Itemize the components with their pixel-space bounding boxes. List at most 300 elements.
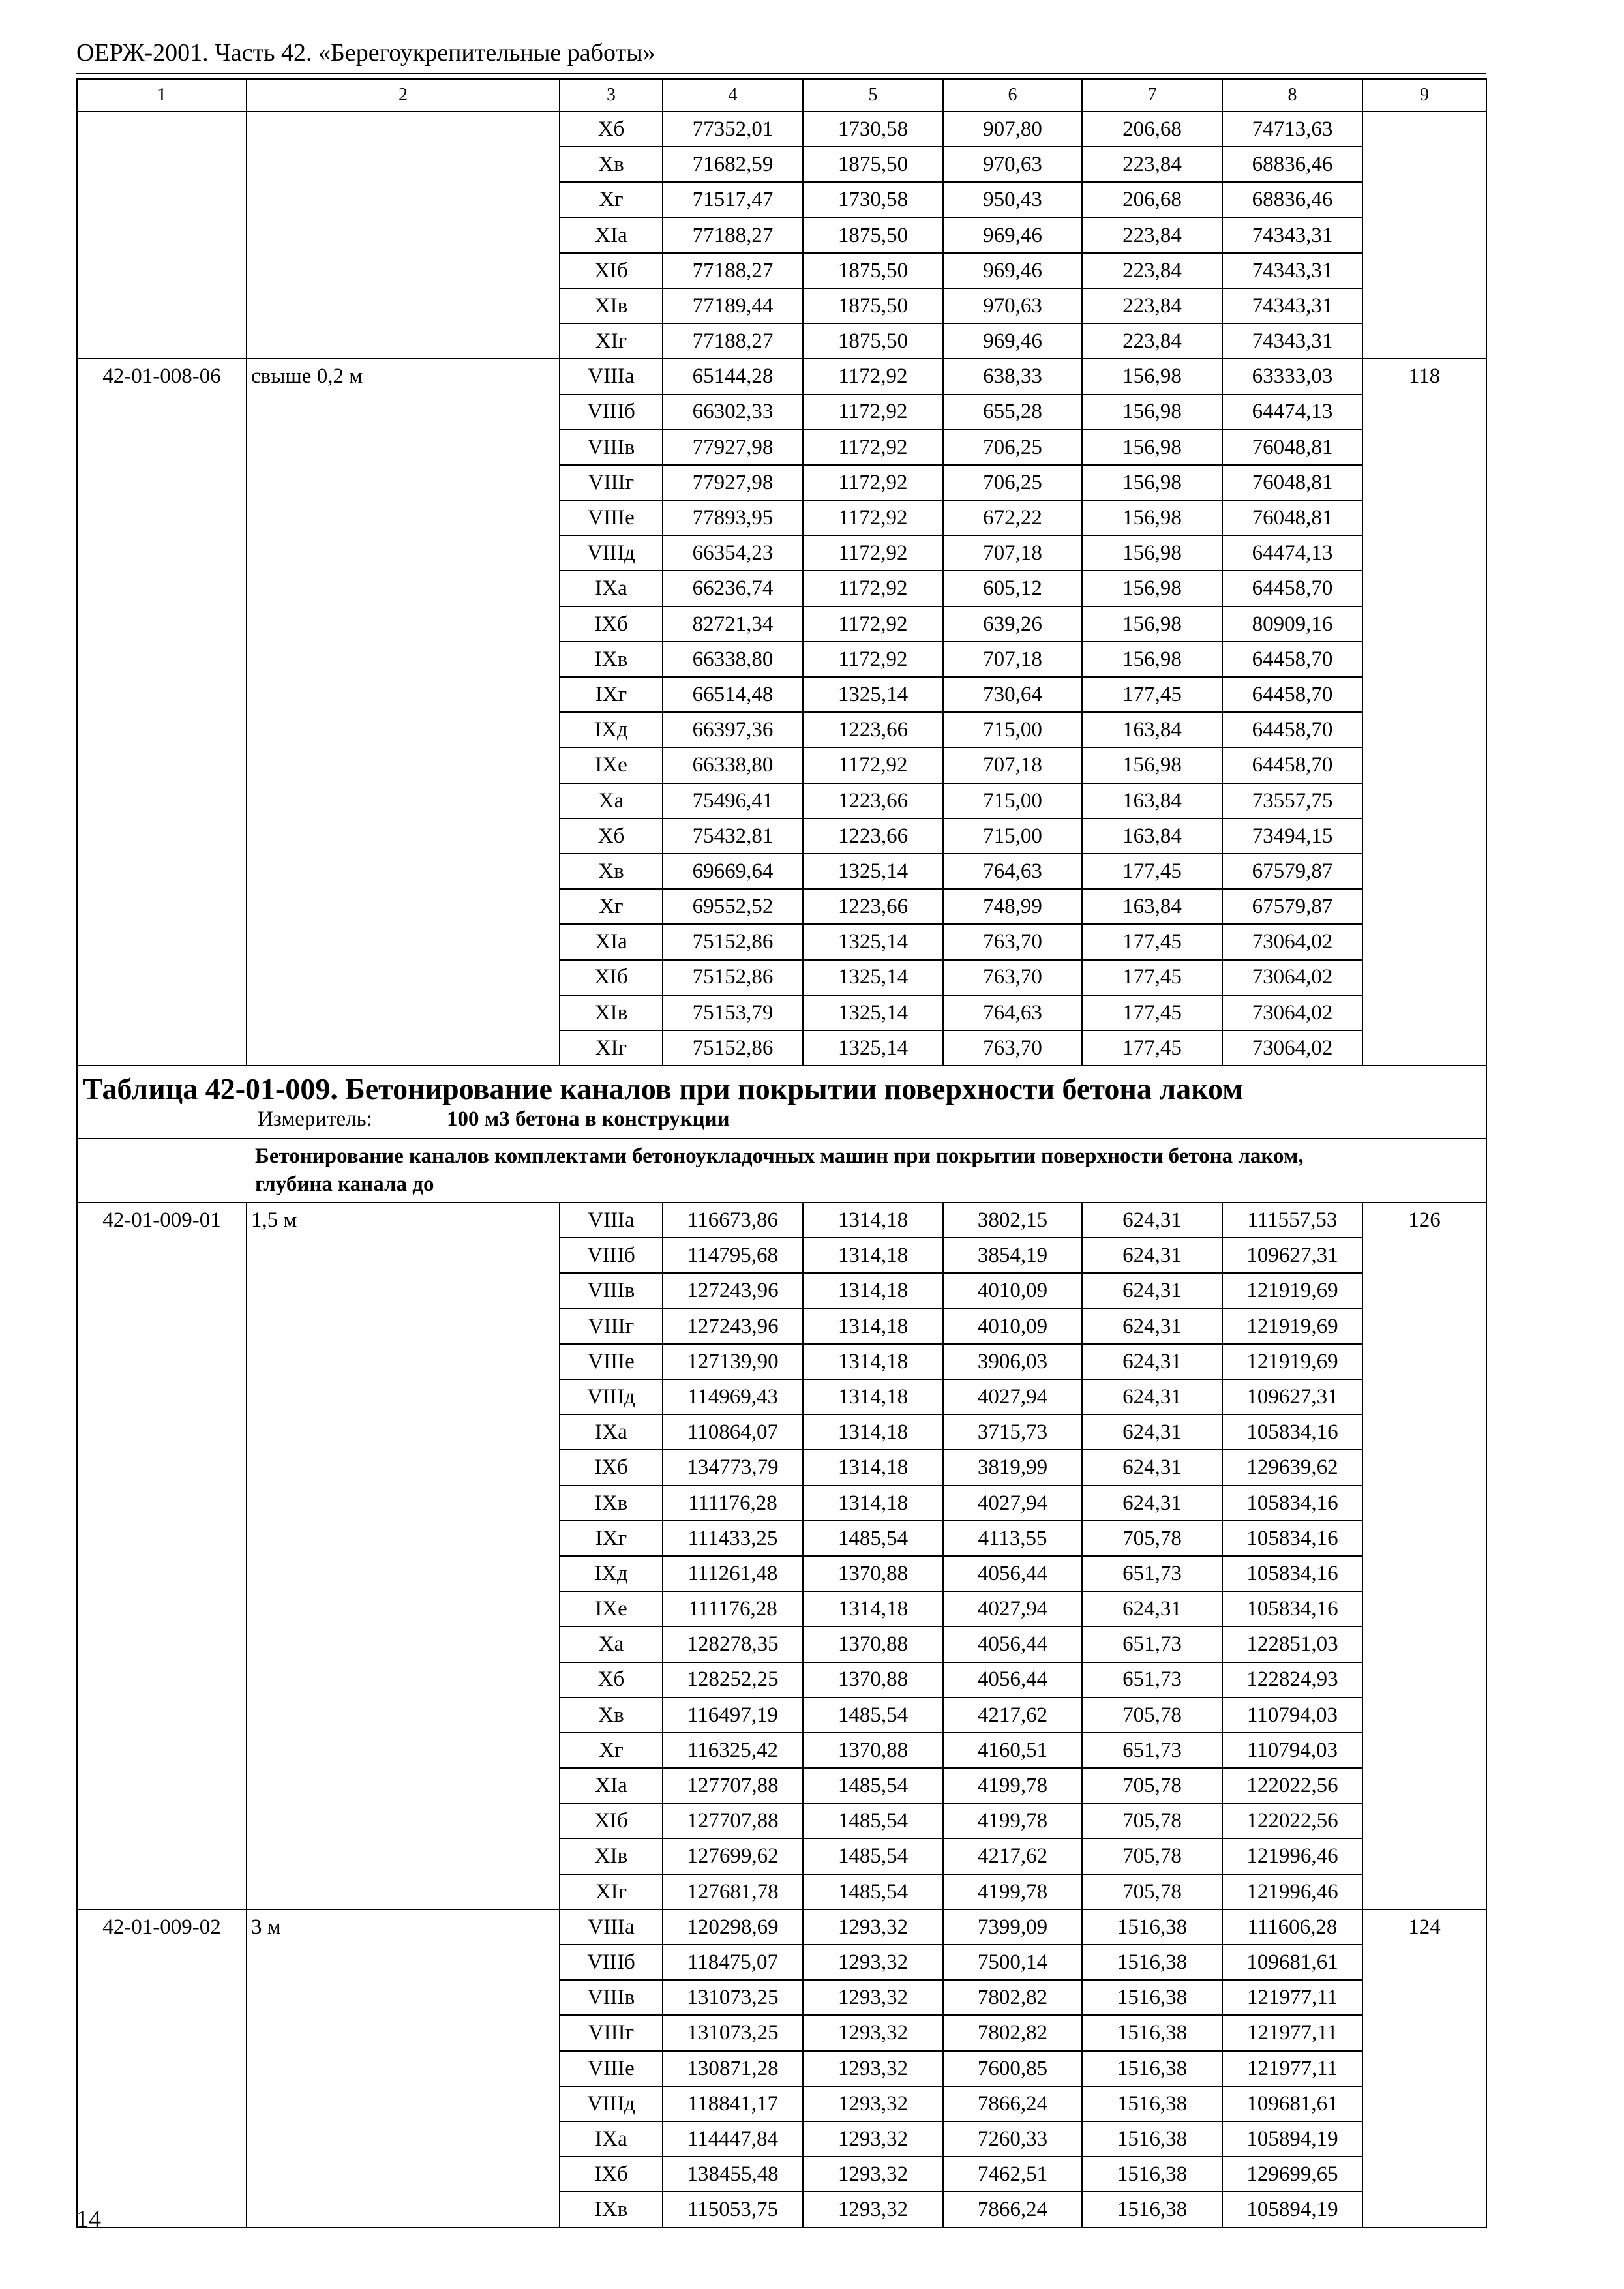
column-number: 3 — [560, 79, 663, 112]
header-rule — [76, 73, 1486, 74]
wages-cell: 1875,50 — [803, 218, 943, 253]
operator-wages-cell: 705,78 — [1082, 1698, 1222, 1733]
total-cost-cell: 127243,96 — [663, 1309, 803, 1344]
machines-cell: 707,18 — [943, 535, 1082, 571]
grade-cell: Хв — [560, 1698, 663, 1733]
grade-cell: IXе — [560, 1591, 663, 1626]
grade-cell: XIа — [560, 924, 663, 959]
column-number: 6 — [943, 79, 1082, 112]
operator-wages-cell: 156,98 — [1082, 535, 1222, 571]
total-cost-cell: 77927,98 — [663, 465, 803, 500]
total-cost-cell: 134773,79 — [663, 1450, 803, 1485]
materials-cell: 109627,31 — [1222, 1238, 1362, 1273]
machines-cell: 970,63 — [943, 147, 1082, 182]
machines-cell: 969,46 — [943, 323, 1082, 359]
machines-cell: 4199,78 — [943, 1803, 1082, 1838]
total-cost-cell: 77188,27 — [663, 218, 803, 253]
operator-wages-cell: 223,84 — [1082, 147, 1222, 182]
total-cost-cell: 131073,25 — [663, 1980, 803, 2015]
wages-cell: 1293,32 — [803, 1945, 943, 1980]
machines-cell: 7500,14 — [943, 1945, 1082, 1980]
table-row — [77, 359, 1486, 394]
machines-cell: 715,00 — [943, 818, 1082, 854]
materials-cell: 111606,28 — [1222, 1909, 1362, 1945]
materials-cell: 64458,70 — [1222, 712, 1362, 747]
column-number: 7 — [1082, 79, 1222, 112]
wages-cell: 1314,18 — [803, 1203, 943, 1238]
grade-cell: IXе — [560, 747, 663, 783]
grade-cell: Ха — [560, 1626, 663, 1662]
wages-cell: 1875,50 — [803, 323, 943, 359]
total-cost-cell: 71517,47 — [663, 182, 803, 217]
grade-cell: IXа — [560, 571, 663, 606]
operator-wages-cell: 223,84 — [1082, 253, 1222, 288]
operator-wages-cell: 624,31 — [1082, 1486, 1222, 1521]
total-cost-cell: 75152,86 — [663, 960, 803, 995]
operator-wages-cell: 705,78 — [1082, 1874, 1222, 1909]
materials-cell: 64458,70 — [1222, 747, 1362, 783]
materials-cell: 122022,56 — [1222, 1768, 1362, 1803]
grade-cell: Хг — [560, 182, 663, 217]
materials-cell: 121919,69 — [1222, 1309, 1362, 1344]
machines-cell: 4217,62 — [943, 1698, 1082, 1733]
price-table — [76, 78, 1487, 2228]
operator-wages-cell: 624,31 — [1082, 1203, 1222, 1238]
materials-cell: 76048,81 — [1222, 500, 1362, 535]
wages-cell: 1370,88 — [803, 1556, 943, 1591]
wages-cell: 1485,54 — [803, 1698, 943, 1733]
machines-cell: 655,28 — [943, 395, 1082, 430]
grade-cell: Ха — [560, 783, 663, 818]
rate-name-empty — [247, 112, 560, 359]
grade-cell: VIIIд — [560, 1379, 663, 1414]
machines-cell: 4010,09 — [943, 1309, 1082, 1344]
grade-cell: XIг — [560, 323, 663, 359]
wages-cell: 1730,58 — [803, 112, 943, 147]
rate-name: 3 м — [247, 1909, 560, 2228]
materials-cell: 68836,46 — [1222, 147, 1362, 182]
wages-cell: 1293,32 — [803, 2086, 943, 2121]
materials-cell: 121977,11 — [1222, 1980, 1362, 2015]
operator-wages-cell: 1516,38 — [1082, 1909, 1222, 1945]
machines-cell: 764,63 — [943, 995, 1082, 1030]
total-cost-cell: 127139,90 — [663, 1344, 803, 1379]
machines-cell: 4056,44 — [943, 1626, 1082, 1662]
materials-cell: 76048,81 — [1222, 465, 1362, 500]
materials-cell: 110794,03 — [1222, 1698, 1362, 1733]
materials-cell: 109681,61 — [1222, 2086, 1362, 2121]
materials-cell: 74343,31 — [1222, 253, 1362, 288]
materials-cell: 74343,31 — [1222, 218, 1362, 253]
column-number: 5 — [803, 79, 943, 112]
total-cost-cell: 69552,52 — [663, 889, 803, 924]
materials-cell: 64458,70 — [1222, 677, 1362, 712]
grade-cell: IXг — [560, 1521, 663, 1556]
total-cost-cell: 66354,23 — [663, 535, 803, 571]
materials-cell: 74713,63 — [1222, 112, 1362, 147]
machines-cell: 764,63 — [943, 854, 1082, 889]
materials-cell: 68836,46 — [1222, 182, 1362, 217]
materials-cell: 105834,16 — [1222, 1591, 1362, 1626]
operator-wages-cell: 223,84 — [1082, 218, 1222, 253]
rate-code: 42-01-009-02 — [77, 1909, 247, 2228]
grade-cell: XIб — [560, 1803, 663, 1838]
wages-cell: 1314,18 — [803, 1450, 943, 1485]
materials-cell: 129699,65 — [1222, 2157, 1362, 2192]
operator-wages-cell: 223,84 — [1082, 288, 1222, 323]
wages-cell: 1314,18 — [803, 1344, 943, 1379]
machines-cell: 707,18 — [943, 642, 1082, 677]
rate-code-empty — [77, 112, 247, 359]
total-cost-cell: 66397,36 — [663, 712, 803, 747]
table-row — [77, 1203, 1486, 1238]
wages-cell: 1293,32 — [803, 2157, 943, 2192]
materials-cell: 73064,02 — [1222, 1030, 1362, 1066]
operator-wages-cell: 651,73 — [1082, 1733, 1222, 1768]
grade-cell: XIв — [560, 288, 663, 323]
total-cost-cell: 131073,25 — [663, 2015, 803, 2050]
grade-cell: VIIIд — [560, 2086, 663, 2121]
machines-cell: 7462,51 — [943, 2157, 1082, 2192]
materials-cell: 73557,75 — [1222, 783, 1362, 818]
machines-cell: 3802,15 — [943, 1203, 1082, 1238]
operator-wages-cell: 206,68 — [1082, 182, 1222, 217]
operator-wages-cell: 1516,38 — [1082, 1980, 1222, 2015]
reference-empty — [1362, 112, 1486, 359]
total-cost-cell: 77893,95 — [663, 500, 803, 535]
machines-cell: 970,63 — [943, 288, 1082, 323]
materials-cell: 122851,03 — [1222, 1626, 1362, 1662]
machines-cell: 4056,44 — [943, 1662, 1082, 1698]
wages-cell: 1875,50 — [803, 147, 943, 182]
total-cost-cell: 77188,27 — [663, 253, 803, 288]
total-cost-cell: 77189,44 — [663, 288, 803, 323]
machines-cell: 763,70 — [943, 960, 1082, 995]
wages-cell: 1875,50 — [803, 253, 943, 288]
wages-cell: 1485,54 — [803, 1874, 943, 1909]
materials-cell: 64474,13 — [1222, 395, 1362, 430]
materials-cell: 121919,69 — [1222, 1344, 1362, 1379]
intro-line: Бетонирование каналов комплектами бетоноукладочных машин при покрытии поверхности бетона лаком, — [255, 1144, 1304, 1169]
section-title: Таблица 42-01-009. Бетонирование каналов при покрытии поверхности бетона лаком — [83, 1071, 1243, 1105]
machines-cell: 4027,94 — [943, 1591, 1082, 1626]
wages-cell: 1485,54 — [803, 1803, 943, 1838]
operator-wages-cell: 705,78 — [1082, 1803, 1222, 1838]
machines-cell: 969,46 — [943, 218, 1082, 253]
machines-cell: 763,70 — [943, 1030, 1082, 1066]
materials-cell: 73064,02 — [1222, 960, 1362, 995]
machines-cell: 3854,19 — [943, 1238, 1082, 1273]
column-number: 8 — [1222, 79, 1362, 112]
total-cost-cell: 77927,98 — [663, 430, 803, 465]
materials-cell: 80909,16 — [1222, 606, 1362, 642]
column-numbers-row — [77, 79, 1486, 112]
operator-wages-cell: 177,45 — [1082, 1030, 1222, 1066]
grade-cell: VIIIв — [560, 1273, 663, 1308]
grade-cell: XIв — [560, 1838, 663, 1874]
operator-wages-cell: 1516,38 — [1082, 2086, 1222, 2121]
grade-cell: Хг — [560, 1733, 663, 1768]
operator-wages-cell: 1516,38 — [1082, 2051, 1222, 2086]
operator-wages-cell: 163,84 — [1082, 818, 1222, 854]
materials-cell: 109627,31 — [1222, 1379, 1362, 1414]
table-row — [77, 112, 1486, 147]
machines-cell: 4027,94 — [943, 1486, 1082, 1521]
materials-cell: 121996,46 — [1222, 1838, 1362, 1874]
grade-cell: IXб — [560, 2157, 663, 2192]
total-cost-cell: 66338,80 — [663, 642, 803, 677]
wages-cell: 1172,92 — [803, 430, 943, 465]
grade-cell: IXд — [560, 712, 663, 747]
wages-cell: 1370,88 — [803, 1662, 943, 1698]
wages-cell: 1293,32 — [803, 2192, 943, 2227]
wages-cell: 1223,66 — [803, 712, 943, 747]
total-cost-cell: 116497,19 — [663, 1698, 803, 1733]
wages-cell: 1314,18 — [803, 1486, 943, 1521]
total-cost-cell: 65144,28 — [663, 359, 803, 394]
operator-wages-cell: 1516,38 — [1082, 2192, 1222, 2227]
machines-cell: 7802,82 — [943, 2015, 1082, 2050]
total-cost-cell: 66236,74 — [663, 571, 803, 606]
operator-wages-cell: 624,31 — [1082, 1238, 1222, 1273]
total-cost-cell: 114447,84 — [663, 2121, 803, 2157]
materials-cell: 73064,02 — [1222, 995, 1362, 1030]
machines-cell: 3906,03 — [943, 1344, 1082, 1379]
operator-wages-cell: 624,31 — [1082, 1273, 1222, 1308]
machines-cell: 3715,73 — [943, 1414, 1082, 1450]
wages-cell: 1730,58 — [803, 182, 943, 217]
wages-cell: 1325,14 — [803, 854, 943, 889]
wages-cell: 1370,88 — [803, 1733, 943, 1768]
materials-cell: 111557,53 — [1222, 1203, 1362, 1238]
machines-cell: 4113,55 — [943, 1521, 1082, 1556]
reference-number: 126 — [1362, 1203, 1486, 1909]
total-cost-cell: 111433,25 — [663, 1521, 803, 1556]
materials-cell: 121919,69 — [1222, 1273, 1362, 1308]
machines-cell: 672,22 — [943, 500, 1082, 535]
grade-cell: VIIIб — [560, 1238, 663, 1273]
grade-cell: VIIIв — [560, 1980, 663, 2015]
operator-wages-cell: 156,98 — [1082, 642, 1222, 677]
total-cost-cell: 118475,07 — [663, 1945, 803, 1980]
operator-wages-cell: 156,98 — [1082, 395, 1222, 430]
wages-cell: 1314,18 — [803, 1273, 943, 1308]
column-number: 1 — [77, 79, 247, 112]
wages-cell: 1314,18 — [803, 1309, 943, 1344]
total-cost-cell: 120298,69 — [663, 1909, 803, 1945]
operator-wages-cell: 705,78 — [1082, 1838, 1222, 1874]
meter-line — [83, 1107, 1482, 1133]
machines-cell: 4199,78 — [943, 1768, 1082, 1803]
materials-cell: 105894,19 — [1222, 2121, 1362, 2157]
machines-cell: 7600,85 — [943, 2051, 1082, 2086]
operator-wages-cell: 156,98 — [1082, 606, 1222, 642]
operator-wages-cell: 163,84 — [1082, 712, 1222, 747]
grade-cell: VIIIв — [560, 430, 663, 465]
wages-cell: 1172,92 — [803, 535, 943, 571]
grade-cell: XIб — [560, 960, 663, 995]
total-cost-cell: 111176,28 — [663, 1591, 803, 1626]
grade-cell: IXв — [560, 642, 663, 677]
operator-wages-cell: 1516,38 — [1082, 1945, 1222, 1980]
rate-name: свыше 0,2 м — [247, 359, 560, 1066]
materials-cell: 121977,11 — [1222, 2015, 1362, 2050]
wages-cell: 1172,92 — [803, 465, 943, 500]
wages-cell: 1325,14 — [803, 924, 943, 959]
materials-cell: 76048,81 — [1222, 430, 1362, 465]
operator-wages-cell: 651,73 — [1082, 1556, 1222, 1591]
wages-cell: 1293,32 — [803, 2015, 943, 2050]
grade-cell: Хб — [560, 112, 663, 147]
total-cost-cell: 127681,78 — [663, 1874, 803, 1909]
materials-cell: 64458,70 — [1222, 642, 1362, 677]
total-cost-cell: 69669,64 — [663, 854, 803, 889]
operator-wages-cell: 206,68 — [1082, 112, 1222, 147]
column-number: 4 — [663, 79, 803, 112]
operator-wages-cell: 624,31 — [1082, 1379, 1222, 1414]
grade-cell: XIа — [560, 1768, 663, 1803]
grade-cell: VIIIа — [560, 359, 663, 394]
materials-cell: 64474,13 — [1222, 535, 1362, 571]
wages-cell: 1223,66 — [803, 889, 943, 924]
wages-cell: 1485,54 — [803, 1768, 943, 1803]
wages-cell: 1223,66 — [803, 783, 943, 818]
operator-wages-cell: 177,45 — [1082, 854, 1222, 889]
grade-cell: VIIIе — [560, 1344, 663, 1379]
machines-cell: 4010,09 — [943, 1273, 1082, 1308]
machines-cell: 638,33 — [943, 359, 1082, 394]
materials-cell: 122824,93 — [1222, 1662, 1362, 1698]
operator-wages-cell: 163,84 — [1082, 783, 1222, 818]
total-cost-cell: 75152,86 — [663, 924, 803, 959]
total-cost-cell: 114795,68 — [663, 1238, 803, 1273]
operator-wages-cell: 177,45 — [1082, 960, 1222, 995]
operator-wages-cell: 177,45 — [1082, 995, 1222, 1030]
total-cost-cell: 116325,42 — [663, 1733, 803, 1768]
machines-cell: 4160,51 — [943, 1733, 1082, 1768]
total-cost-cell: 82721,34 — [663, 606, 803, 642]
total-cost-cell: 66302,33 — [663, 395, 803, 430]
wages-cell: 1172,92 — [803, 571, 943, 606]
operator-wages-cell: 1516,38 — [1082, 2157, 1222, 2192]
total-cost-cell: 75152,86 — [663, 1030, 803, 1066]
machines-cell: 715,00 — [943, 712, 1082, 747]
total-cost-cell: 116673,86 — [663, 1203, 803, 1238]
intro-line: глубина канала до — [255, 1173, 434, 1197]
operator-wages-cell: 705,78 — [1082, 1521, 1222, 1556]
operator-wages-cell: 624,31 — [1082, 1344, 1222, 1379]
materials-cell: 109681,61 — [1222, 1945, 1362, 1980]
grade-cell: IXб — [560, 606, 663, 642]
table-row — [77, 1909, 1486, 1945]
total-cost-cell: 128252,25 — [663, 1662, 803, 1698]
wages-cell: 1325,14 — [803, 677, 943, 712]
grade-cell: VIIIе — [560, 500, 663, 535]
grade-cell: IXв — [560, 2192, 663, 2227]
machines-cell: 7802,82 — [943, 1980, 1082, 2015]
materials-cell: 73064,02 — [1222, 924, 1362, 959]
machines-cell: 4217,62 — [943, 1838, 1082, 1874]
wages-cell: 1314,18 — [803, 1414, 943, 1450]
total-cost-cell: 127707,88 — [663, 1768, 803, 1803]
total-cost-cell: 75432,81 — [663, 818, 803, 854]
wages-cell: 1293,32 — [803, 1980, 943, 2015]
total-cost-cell: 75153,79 — [663, 995, 803, 1030]
operator-wages-cell: 624,31 — [1082, 1450, 1222, 1485]
materials-cell: 67579,87 — [1222, 889, 1362, 924]
operator-wages-cell: 1516,38 — [1082, 2121, 1222, 2157]
grade-cell: XIб — [560, 253, 663, 288]
wages-cell: 1172,92 — [803, 359, 943, 394]
total-cost-cell: 111261,48 — [663, 1556, 803, 1591]
materials-cell: 105834,16 — [1222, 1521, 1362, 1556]
wages-cell: 1325,14 — [803, 995, 943, 1030]
materials-cell: 129639,62 — [1222, 1450, 1362, 1485]
grade-cell: Хб — [560, 1662, 663, 1698]
materials-cell: 105894,19 — [1222, 2192, 1362, 2227]
machines-cell: 730,64 — [943, 677, 1082, 712]
machines-cell: 4199,78 — [943, 1874, 1082, 1909]
wages-cell: 1875,50 — [803, 288, 943, 323]
operator-wages-cell: 624,31 — [1082, 1591, 1222, 1626]
wages-cell: 1172,92 — [803, 395, 943, 430]
grade-cell: Хг — [560, 889, 663, 924]
wages-cell: 1293,32 — [803, 1909, 943, 1945]
machines-cell: 605,12 — [943, 571, 1082, 606]
wages-cell: 1314,18 — [803, 1379, 943, 1414]
wages-cell: 1325,14 — [803, 1030, 943, 1066]
materials-cell: 64458,70 — [1222, 571, 1362, 606]
table-body — [77, 79, 1486, 2228]
materials-cell: 121996,46 — [1222, 1874, 1362, 1909]
operator-wages-cell: 177,45 — [1082, 924, 1222, 959]
rate-name: 1,5 м — [247, 1203, 560, 1909]
grade-cell: XIг — [560, 1030, 663, 1066]
wages-cell: 1172,92 — [803, 500, 943, 535]
total-cost-cell: 77352,01 — [663, 112, 803, 147]
wages-cell: 1314,18 — [803, 1238, 943, 1273]
machines-cell: 907,80 — [943, 112, 1082, 147]
machines-cell: 7260,33 — [943, 2121, 1082, 2157]
wages-cell: 1293,32 — [803, 2051, 943, 2086]
grade-cell: XIв — [560, 995, 663, 1030]
operator-wages-cell: 651,73 — [1082, 1626, 1222, 1662]
grade-cell: VIIIб — [560, 395, 663, 430]
page-number: 14 — [76, 2206, 101, 2233]
total-cost-cell: 138455,48 — [663, 2157, 803, 2192]
operator-wages-cell: 156,98 — [1082, 465, 1222, 500]
operator-wages-cell: 156,98 — [1082, 747, 1222, 783]
materials-cell: 105834,16 — [1222, 1486, 1362, 1521]
materials-cell: 63333,03 — [1222, 359, 1362, 394]
column-number: 2 — [247, 79, 560, 112]
total-cost-cell: 110864,07 — [663, 1414, 803, 1450]
machines-cell: 706,25 — [943, 465, 1082, 500]
machines-cell: 7866,24 — [943, 2086, 1082, 2121]
grade-cell: IXа — [560, 1414, 663, 1450]
wages-cell: 1314,18 — [803, 1591, 943, 1626]
machines-cell: 969,46 — [943, 253, 1082, 288]
machines-cell: 4027,94 — [943, 1379, 1082, 1414]
total-cost-cell: 66514,48 — [663, 677, 803, 712]
reference-number: 118 — [1362, 359, 1486, 1066]
materials-cell: 105834,16 — [1222, 1556, 1362, 1591]
reference-number: 124 — [1362, 1909, 1486, 2228]
wages-cell: 1223,66 — [803, 818, 943, 854]
materials-cell: 74343,31 — [1222, 323, 1362, 359]
total-cost-cell: 127243,96 — [663, 1273, 803, 1308]
materials-cell: 122022,56 — [1222, 1803, 1362, 1838]
